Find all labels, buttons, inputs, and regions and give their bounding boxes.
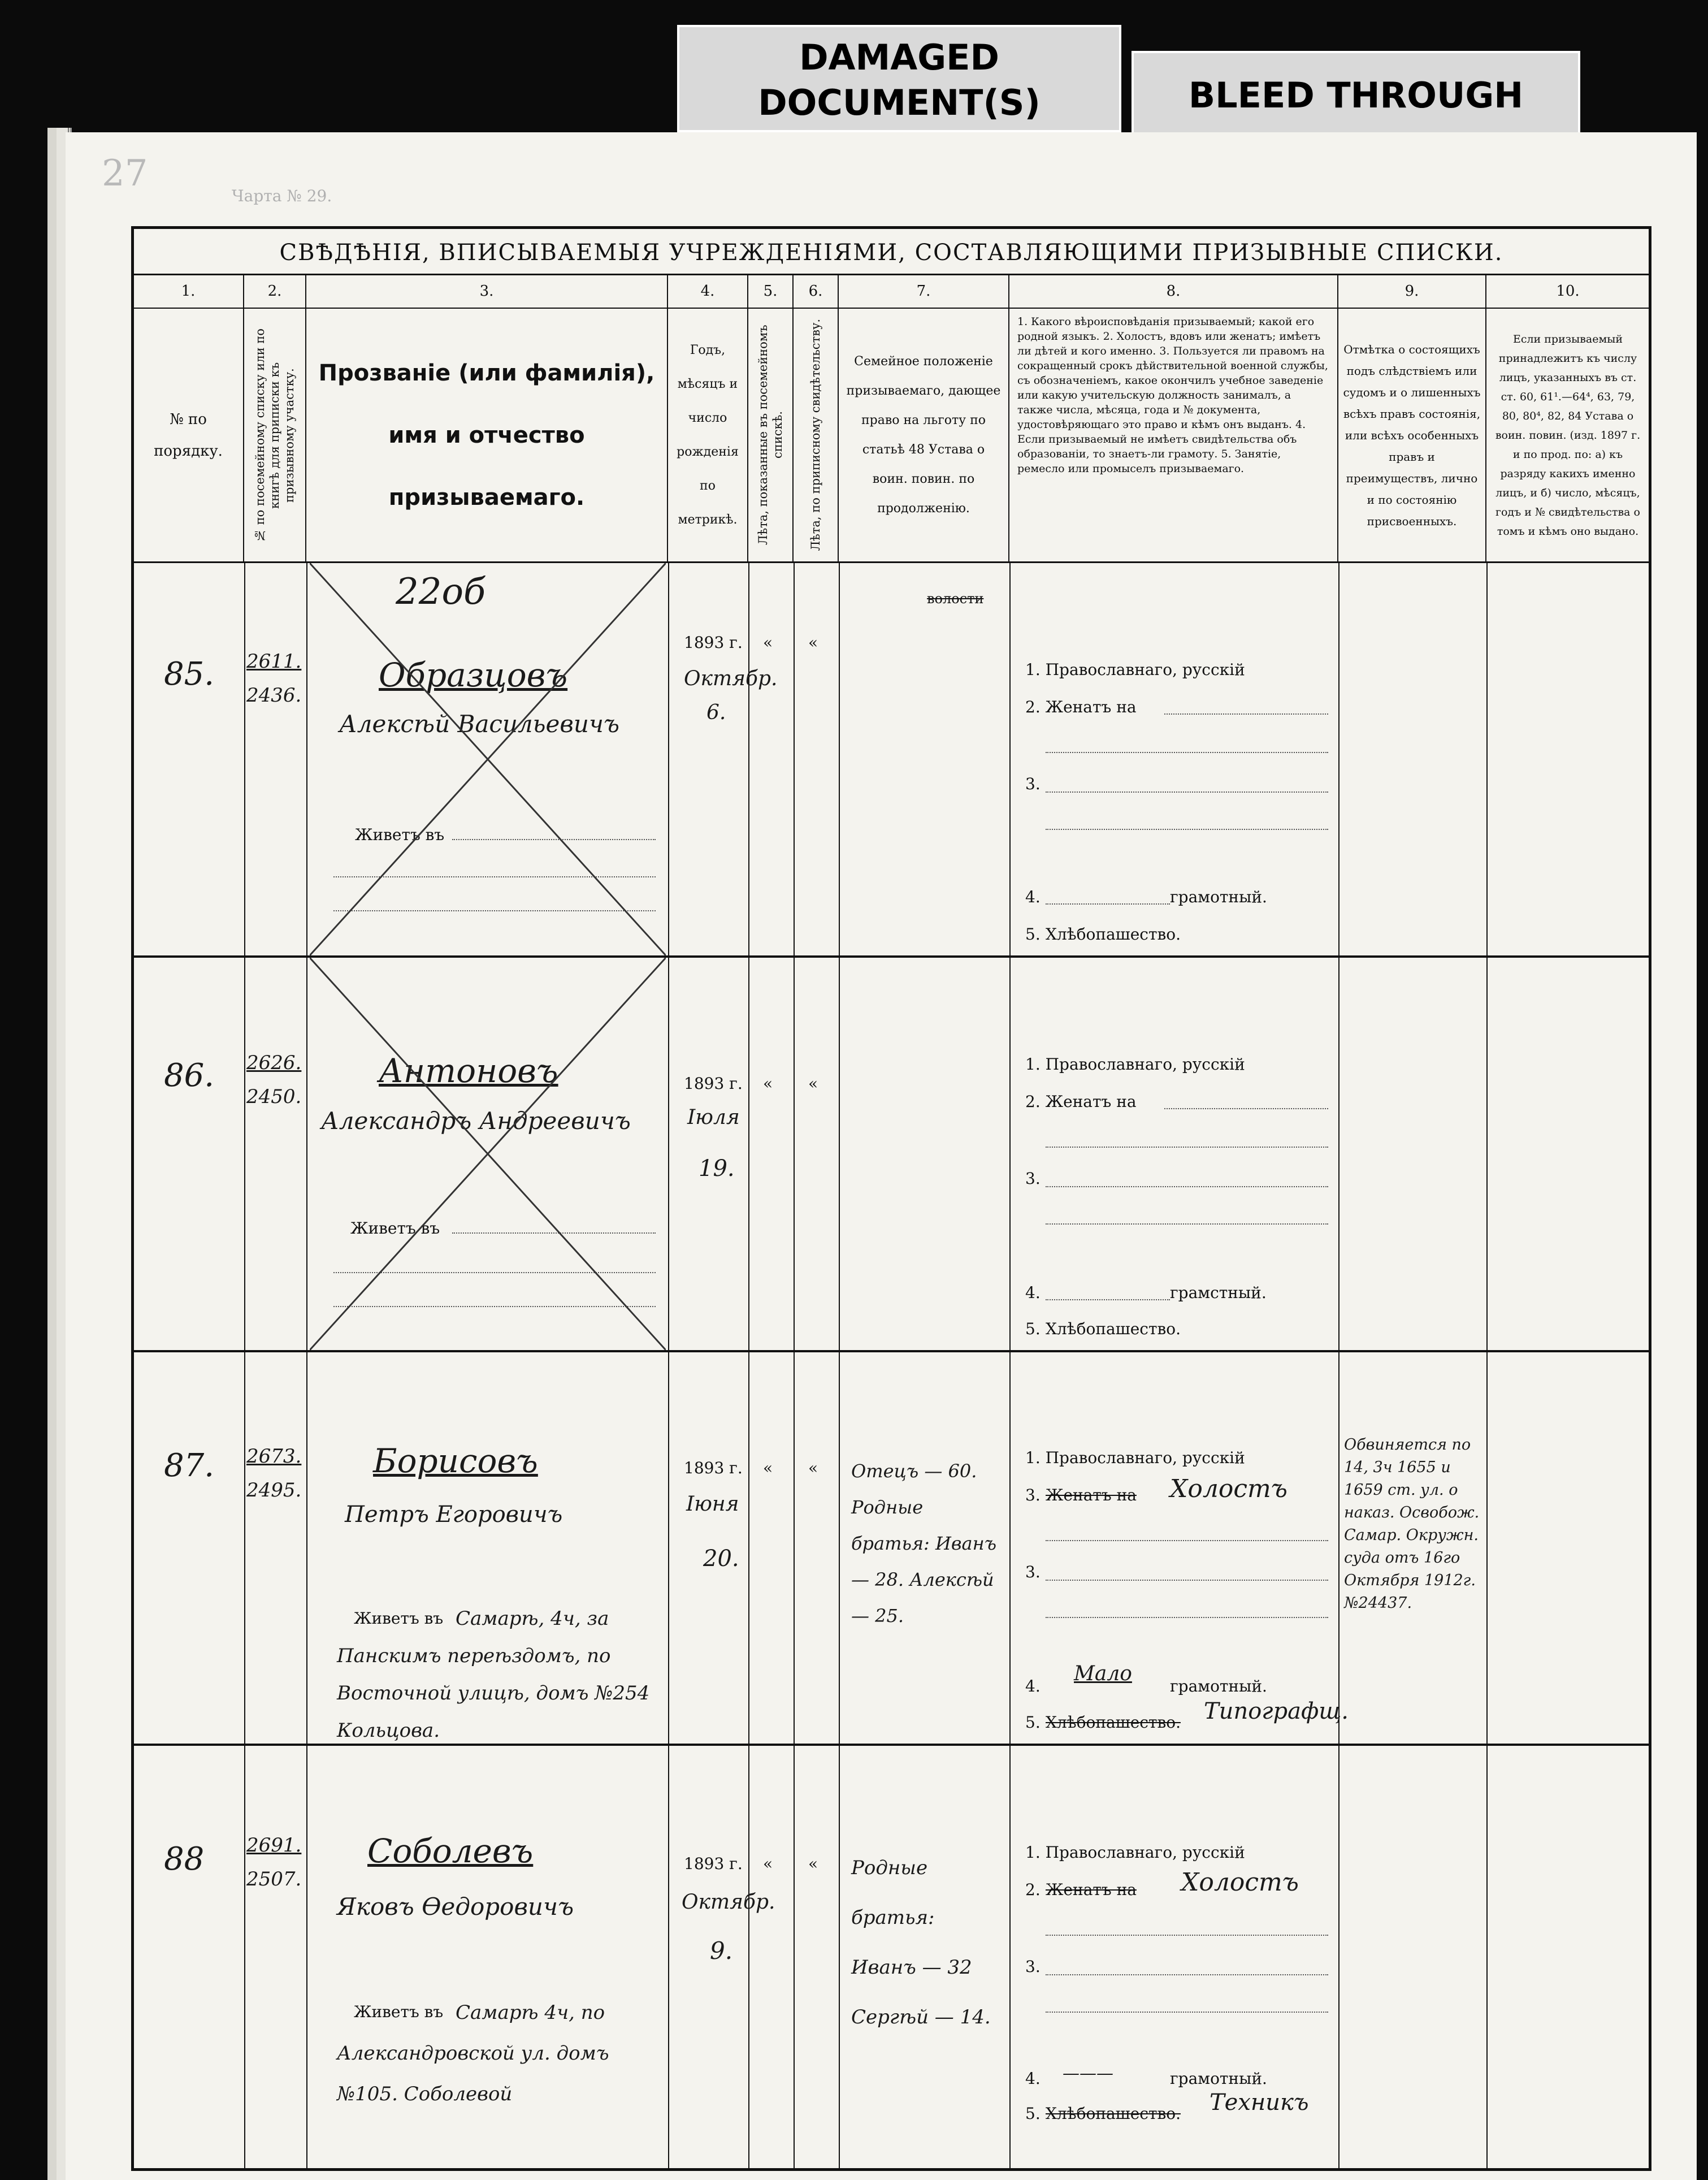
surname: Соболевъ [367, 1832, 534, 1870]
strike-cross [310, 958, 666, 1350]
row-number: 88 [164, 1841, 205, 1878]
field-2-handwritten: Холостъ [1181, 1868, 1299, 1897]
field-3: 3. [1025, 1957, 1041, 1976]
col-num-9: 9. [1338, 274, 1486, 309]
field-2-handwritten: Холостъ [1170, 1474, 1288, 1503]
field-1: 1. Православнаго, русскій [1025, 1055, 1245, 1074]
field-2-prefix: 3. [1025, 1486, 1041, 1504]
col-num-3: 3. [306, 274, 668, 309]
col6-value: « [808, 1459, 818, 1477]
birth-year: 1893 г. [684, 1854, 743, 1873]
bleed-through-stamp: BLEED THROUGH [1132, 51, 1580, 136]
given-name: Яковъ Өедоровичъ [337, 1893, 574, 1921]
col-head-8: 1. Какого вѣроисповѣданія призываемый; какой его родной языкъ. 2. Холостъ, вдовъ или женатъ; имѣетъ ли дѣтей и кого именно. 3. Пользуется ли правомъ на сокращенный срокъ дѣйствительной военной службы, съ обозначеніемъ, какое окончилъ учебное заведеніе или какую учительскую должность занималъ, а также числа, мѣсяца, года и № документа, удостовѣряющаго это право и кѣмъ онъ выданъ. 4. Если призываемый не имѣетъ свидѣтельства объ образованіи, то знаетъ-ли грамоту. 5. Занятіе, ремесло или промыселъ призываемаго. [1009, 309, 1338, 563]
col-line-4 [668, 563, 669, 2169]
birth-month: Іюля [687, 1106, 740, 1129]
col6-value: « [808, 1854, 818, 1873]
dotted-line [1046, 2012, 1328, 2013]
col-head-6: Лѣта, по приписному свидѣтельству. [794, 309, 839, 563]
col-line-3 [306, 563, 307, 2169]
birth-year: 1893 г. [684, 633, 743, 652]
dotted-line [1164, 1108, 1328, 1109]
field-4-suffix: грамотный. [1170, 2069, 1267, 2088]
field-2: 2. Женатъ на [1025, 698, 1137, 716]
page-number: 27 [102, 153, 148, 194]
col5-value: « [763, 1074, 773, 1093]
field-4-suffix: грамотный. [1170, 1677, 1267, 1695]
field-3: 3. [1025, 1169, 1041, 1188]
birth-year: 1893 г. [684, 1074, 743, 1093]
col-num-6: 6. [794, 274, 839, 309]
col-line-6 [794, 563, 795, 2169]
dotted-line [1046, 791, 1328, 793]
dotted-line [1046, 1540, 1328, 1541]
birth-day: 20. [703, 1546, 739, 1572]
col-num-10: 10. [1486, 274, 1649, 309]
residence-address: Самарѣ, 4ч, за Панскимъ переѣздомъ, по Восточной улицѣ, домъ №254 Кольцова. [337, 1607, 650, 1742]
field-1: 1. Православнаго, русскій [1025, 1448, 1245, 1467]
surname: Антоновъ [379, 1052, 558, 1090]
dotted-line [1046, 1299, 1170, 1300]
dotted-line [1046, 1974, 1328, 1975]
dotted-line [1046, 1223, 1328, 1225]
col-head-4: Годъ, мѣсяцъ и число рожденія по метрикѣ. [668, 309, 748, 563]
page-reference-mark: 22об [396, 571, 486, 613]
dotted-line [1046, 1147, 1328, 1148]
field-1: 1. Православнаго, русскій [1025, 660, 1245, 679]
dotted-line [1164, 713, 1328, 715]
lives-in-label: Живетъ въ [355, 825, 445, 844]
col-head-7: Семейное положеніе призываемаго, дающее право на льготу по статьѣ 48 Устава о воин. повин. по продолженію. [839, 309, 1009, 563]
field-5-prefix: 5. [1025, 2104, 1041, 2123]
field-1: 1. Православнаго, русскій [1025, 1843, 1245, 1862]
list-number-bottom: 2495. [246, 1479, 302, 1502]
birth-year: 1893 г. [684, 1459, 743, 1477]
given-name: Александръ Андреевичъ [321, 1107, 631, 1135]
field-5: Хлѣбопашество. [1046, 2104, 1181, 2123]
dotted-line [1046, 829, 1328, 830]
col-head-1: № по порядку. [133, 309, 244, 563]
birth-day: 19. [699, 1156, 735, 1182]
list-number-bottom: 2436. [246, 684, 302, 707]
birth-month: Октябр. [682, 1891, 775, 1914]
dotted-line [1046, 1186, 1328, 1187]
dotted-line [1046, 1617, 1328, 1618]
field-5: Хлѣбопашество. [1046, 1320, 1181, 1338]
damaged-document-stamp: DAMAGED DOCUMENT(S) [677, 25, 1121, 132]
field-4-handwritten: ——— [1063, 2064, 1113, 2083]
field-4: 4. [1025, 1677, 1041, 1695]
list-number-top: 2626. [246, 1052, 302, 1074]
birth-day: 9. [710, 1937, 733, 1965]
field-2: 2. Женатъ на [1025, 1092, 1137, 1111]
field-4-suffix: грамстный. [1170, 1283, 1267, 1302]
field-4: 4. [1025, 888, 1041, 906]
surname: Образцовъ [379, 656, 568, 694]
dotted-line [1046, 903, 1170, 905]
col-line-9 [1338, 563, 1339, 2169]
strike-cross [310, 563, 666, 955]
field-5-handwritten: Типографщ. [1204, 1698, 1349, 1724]
dotted-line [1046, 1580, 1328, 1581]
row-number: 87. [164, 1447, 215, 1484]
family-status: волости [927, 591, 984, 607]
given-name: Петръ Егоровичъ [345, 1502, 563, 1528]
lives-in-label: Живетъ въ [350, 1219, 440, 1238]
col-head-10: Если призываемый принадлежитъ къ числу лицъ, указанныхъ въ ст. ст. 60, 61¹.—64⁴, 63, 79, 80, 80⁴, 82, 84 Устава о воин. повин. (изд. 1897 г. и по прод. по: а) къ разряду какихъ именно лицъ, и б) число, мѣсяцъ, годъ и № свидѣтельства о томъ и кѣмъ оно выдано. [1486, 309, 1649, 563]
col-line-8 [1009, 563, 1011, 2169]
field-4: 4. [1025, 2069, 1041, 2088]
col5-value: « [763, 633, 773, 652]
list-number-bottom: 2450. [246, 1085, 302, 1108]
col-line-10 [1486, 563, 1488, 2169]
col-num-8: 8. [1009, 274, 1338, 309]
col-head-2: № по посемейному списку или по книгѣ для приписки къ призывному участку. [244, 309, 306, 563]
dotted-line [1046, 1935, 1328, 1936]
field-2-prefix: 2. [1025, 1880, 1041, 1899]
col6-value: « [808, 1074, 818, 1093]
page-note: Чарта № 29. [232, 187, 332, 205]
list-number-top: 2611. [246, 650, 302, 673]
col-line-5 [748, 563, 749, 2169]
row-divider-2 [133, 1350, 1649, 1352]
field-3: 3. [1025, 1563, 1041, 1581]
field-2-printed: Женатъ на [1046, 1880, 1137, 1899]
col-num-7: 7. [839, 274, 1009, 309]
field-4-suffix: грамотный. [1170, 888, 1267, 906]
birth-month: Октябр. [684, 667, 778, 690]
list-number-top: 2673. [246, 1445, 302, 1468]
given-name: Алексѣй Васильевичъ [339, 710, 620, 738]
lives-in-label: Живетъ въ [354, 1609, 444, 1628]
col-line-7 [839, 563, 840, 2169]
col-head-9: Отмѣтка о состоящихъ подъ слѣдствіемъ или судомъ и о лишенныхъ всѣхъ правъ состоянія, или всѣхъ особенныхъ правъ и преимуществъ, лично и по состоянію присвоенныхъ. [1338, 309, 1486, 563]
col-line-2 [244, 563, 245, 2169]
col-num-4: 4. [668, 274, 748, 309]
col-head-5: Лѣта, показанные въ посемейномъ спискѣ. [748, 309, 794, 563]
col5-value: « [763, 1854, 773, 1873]
row-number: 86. [164, 1057, 215, 1094]
surname: Борисовъ [373, 1442, 538, 1480]
family-status: Отецъ — 60. Родные братья: Иванъ — 28. Алексѣй — 25. [851, 1460, 997, 1627]
col5-value: « [763, 1459, 773, 1477]
row-number: 85. [164, 656, 215, 693]
page-title: СВѢДѢНІЯ, ВПИСЫВАЕМЫЯ УЧРЕЖДЕНІЯМИ, СОСТАВЛЯЮЩИМИ ПРИЗЫВНЫЕ СПИСКИ. [133, 232, 1649, 275]
lives-in-label: Живетъ въ [354, 2002, 444, 2021]
field-5-handwritten: Техникъ [1210, 2090, 1309, 2116]
residence-address: Самарѣ 4ч, по Александровской ул. домъ №105. Соболевой [337, 2001, 609, 2105]
field-5-prefix: 5. [1025, 1713, 1041, 1732]
col6-value: « [808, 633, 818, 652]
field-3: 3. [1025, 775, 1041, 793]
col-num-1: 1. [133, 274, 244, 309]
field-5-prefix: 5. [1025, 925, 1041, 944]
birth-month: Іюня [686, 1493, 739, 1516]
field-5: Хлѣбопашество. [1046, 925, 1181, 944]
field-4: 4. [1025, 1283, 1041, 1302]
field-4-handwritten: Мало [1074, 1662, 1132, 1685]
col-head-3: Прозваніе (или фамилія), имя и отчество призываемаго. [306, 309, 668, 563]
col-num-2: 2. [244, 274, 306, 309]
field-5: Хлѣбопашество. [1046, 1713, 1181, 1732]
field-5-prefix: 5. [1025, 1320, 1041, 1338]
list-number-bottom: 2507. [246, 1868, 302, 1891]
col-num-5: 5. [748, 274, 794, 309]
list-number-top: 2691. [246, 1834, 302, 1857]
family-status: Родные братья: Иванъ — 32 Сергѣй — 14. [851, 1857, 991, 2028]
birth-day: 6. [706, 701, 726, 724]
court-note: Обвиняется по 14, 3ч 1655 и 1659 ст. ул. о наказ. Освобож. Самар. Окружн. суда отъ 16го Октября 1912г. №24437. [1344, 1436, 1480, 1612]
field-2-printed: Женатъ на [1046, 1486, 1137, 1504]
dotted-line [1046, 752, 1328, 753]
